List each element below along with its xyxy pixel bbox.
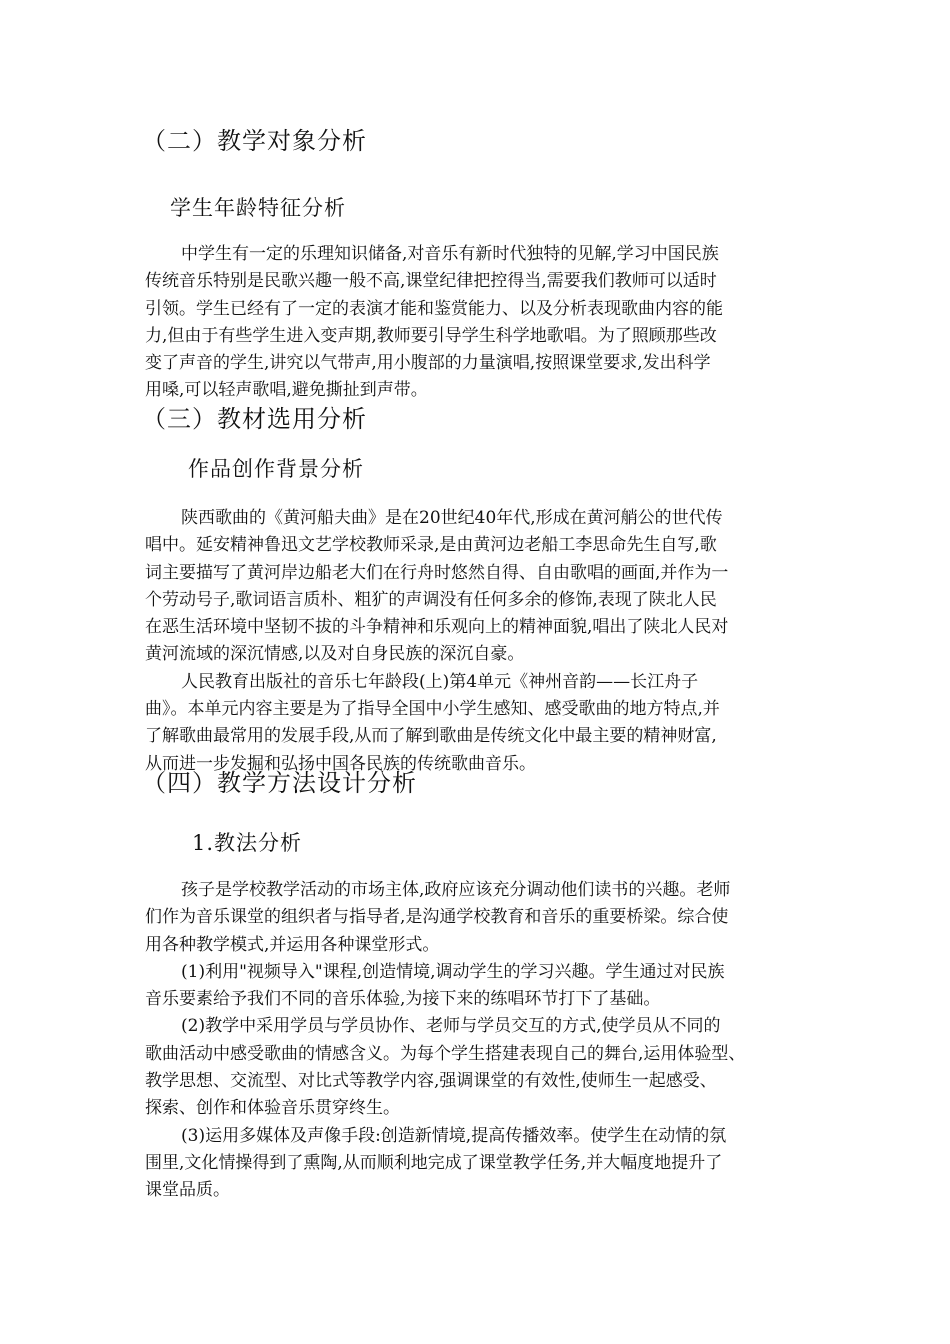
text-line: 从而进一步发掘和弘扬中国各民族的传统歌曲音乐。 xyxy=(145,753,536,774)
text-line: 人民教育出版社的音乐七年龄段(上)第4单元《神州音韵——长江舟子 xyxy=(181,671,699,692)
text-line: 探索、创作和体验音乐贯穿终生。 xyxy=(145,1098,400,1119)
text-line: 黄河流域的深沉情感,以及对自身民族的深沉自豪。 xyxy=(145,644,525,665)
text-line: 在恶生活环境中坚韧不拔的斗争精神和乐观向上的精神面貌,唱出了陕北人民对 xyxy=(145,617,729,638)
text-line: 曲》。本单元内容主要是为了指导全国中小学生感知、感受歌曲的地方特点,并 xyxy=(145,699,720,720)
text-line: 孩子是学校教学活动的市场主体,政府应该充分调动他们读书的兴趣。老师 xyxy=(181,880,731,900)
text-line: 围里,文化情操得到了熏陶,从而顺利地完成了课堂教学任务,并大幅度地提升了 xyxy=(145,1152,723,1173)
text-line: 传统音乐特别是民歌兴趣一般不高,课堂纪律把控得当,需要我们教师可以适时 xyxy=(145,271,717,292)
subheading-background-analysis: 作品创作背景分析 xyxy=(188,457,364,481)
text-line: 用各种教学模式,并运用各种课堂形式。 xyxy=(145,934,440,955)
text-line: 音乐要素给予我们不同的音乐体验,为接下来的练唱环节打下了基础。 xyxy=(145,989,661,1010)
text-line: 陕西歌曲的《黄河船夫曲》是在20世纪40年代,形成在黄河艄公的世代传 xyxy=(181,508,723,528)
text-line: 们作为音乐课堂的组织者与指导者,是沟通学校教育和音乐的重要桥梁。综合使 xyxy=(145,907,729,928)
text-line: 力,但由于有些学生进入变声期,教师要引导学生科学地歌唱。为了照顾那些改 xyxy=(145,325,717,346)
list-item-2: (2)教学中采用学员与学员协作、老师与学员交互的方式,使学员从不同的 xyxy=(181,1016,721,1037)
paragraph-student-analysis xyxy=(145,241,825,405)
list-item-1: (1)利用"视频导入"课程,创造情境,调动学生的学习兴趣。学生通过对民族 xyxy=(181,961,725,982)
paragraph-work-background xyxy=(145,505,825,778)
text-line: 了解歌曲最常用的发展手段,从而了解到歌曲是传统文化中最主要的精神财富, xyxy=(145,726,717,747)
text-line: 歌曲活动中感受歌曲的情感含义。为每个学生搭建表现自己的舞台,运用体验型、 xyxy=(145,1043,746,1064)
list-item-3: (3)运用多媒体及声像手段:创造新情境,提高传播效率。使学生在动情的氛 xyxy=(181,1125,727,1146)
text-line: 唱中。延安精神鲁迅文艺学校教师采录,是由黄河边老船工李思命先生自写,歌 xyxy=(145,535,717,556)
text-line: 课堂品质。 xyxy=(145,1180,230,1201)
subheading-student-age-analysis: 学生年龄特征分析 xyxy=(170,196,346,220)
heading-material-analysis: （三）教材选用分析 xyxy=(142,405,367,433)
paragraph-teaching-methods xyxy=(145,877,825,1205)
text-line: 中学生有一定的乐理知识储备,对音乐有新时代独特的见解,学习中国民族 xyxy=(181,244,719,264)
text-line: 引领。学生已经有了一定的表演才能和鉴赏能力、以及分析表现歌曲内容的能 xyxy=(145,298,723,319)
subheading-teaching-method: 1.教法分析 xyxy=(192,831,303,855)
heading-method-design-analysis: （四）教学方法设计分析 xyxy=(142,769,417,797)
text-line: 词主要描写了黄河岸边船老大们在行舟时悠然自得、自由歌唱的画面,并作为一 xyxy=(145,562,729,583)
text-line: 个劳动号子,歌词语言质朴、粗犷的声调没有任何多余的修饰,表现了陕北人民 xyxy=(145,589,717,610)
text-line: 变了声音的学生,讲究以气带声,用小腹部的力量演唱,按照课堂要求,发出科学 xyxy=(145,353,711,374)
text-line: 教学思想、交流型、对比式等教学内容,强调课堂的有效性,使师生一起感受、 xyxy=(145,1071,717,1092)
heading-teaching-object-analysis: （二）教学对象分析 xyxy=(142,127,367,155)
text-line: 用嗓,可以轻声歌唱,避免撕扯到声带。 xyxy=(145,380,428,401)
